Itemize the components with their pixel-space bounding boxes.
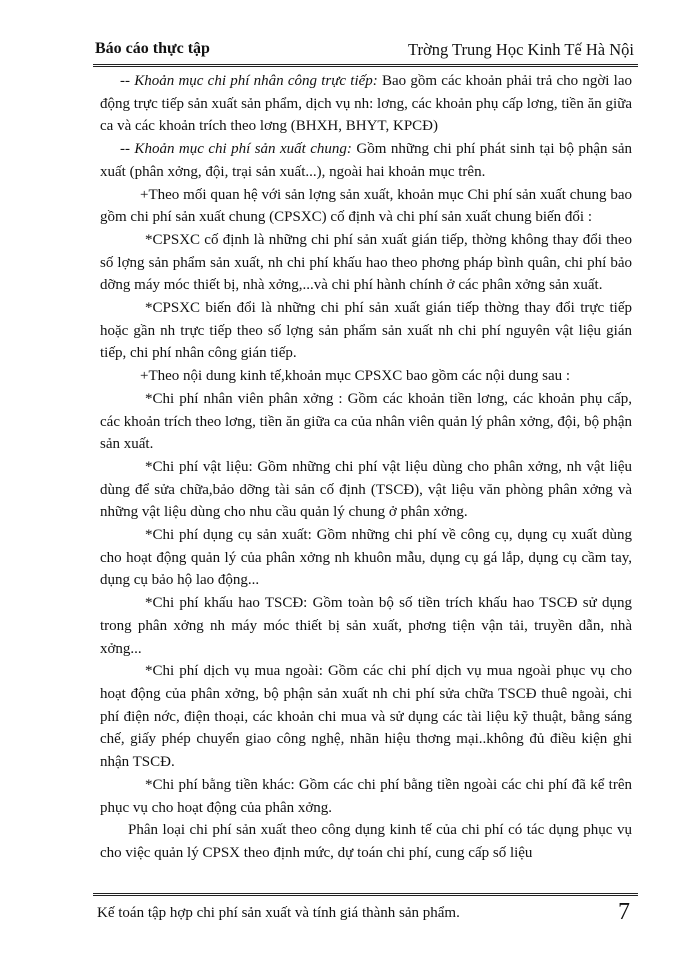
paragraph-direct-labor <box>100 70 632 138</box>
paragraph: *CPSXC cố định là những chi phí sản xuất gián tiếp, thờng không thay đổi theo số lợng sản phẩm sản xuất, nh chi phí khấu hao theo phơng pháp bình quân, chi phí bảo dỡng máy móc thiết bị, nhà xởng,...và chi phí hành chính ở các phân xởng sản xuất. <box>100 231 632 294</box>
header-report-title: Báo cáo thực tập <box>95 40 210 57</box>
page-header <box>93 38 638 67</box>
page-footer <box>93 893 638 940</box>
paragraph: *Chi phí nhân viên phân xởng : Gồm các khoản tiền lơng, các khoản phụ cấp, các khoản trích theo lơng, tiền ăn giữa ca của nhân viên quản lý phân xởng, đội, bộ phận sản xuất. <box>100 390 632 453</box>
paragraph: *Chi phí dịch vụ mua ngoài: Gồm các chi phí dịch vụ mua ngoài phục vụ cho hoạt động của phân xởng, bộ phận sản xuất nh chi phí sửa chữa TSCĐ thuê ngoài, chi phí điện nớc, điện thoại, các khoản chi mua và sử dụng các tài liệu kỹ thuật, bằng sáng chế, giấy phép chuyển giao công nghệ, nhãn hiệu thơng mại..không đủ điều kiện ghi nhận TSCĐ. <box>100 663 632 771</box>
paragraph: *Chi phí bằng tiền khác: Gồm các chi phí bằng tiền ngoài các chi phí đã kể trên phục vụ cho hoạt động của phân xởng. <box>100 776 632 816</box>
header-school-name: Trờng Trung Học Kinh Tế Hà Nội <box>408 40 634 59</box>
paragraph-lead: -- Khoản mục chi phí sản xuất chung: <box>120 141 352 158</box>
paragraph: *Chi phí dụng cụ sản xuất: Gồm những chi phí về công cụ, dụng cụ xuất dùng cho hoạt động quản lý của phân xởng nh khuôn mẫu, dụng cụ gá lắp, dụng cụ cầm tay, dụng cụ bảo hộ lao động... <box>100 527 632 589</box>
paragraph-lead: -- Khoản mục chi phí nhân công trực tiếp: <box>120 73 378 89</box>
paragraph-text: Gồm những chi phí phát sinh tại bộ phận sản xuất (phân xởng, đội, trại sản xuất...), ngoài hai khoản mục trên. <box>100 141 632 180</box>
footer-title: Kế toán tập hợp chi phí sản xuất và tính giá thành sản phẩm. <box>97 905 460 921</box>
paragraph-general-production <box>100 138 632 183</box>
document-body <box>100 70 632 865</box>
paragraph: +Theo mối quan hệ với sản lợng sản xuất, khoản mục Chi phí sản xuất chung bao gồm chi phí sản xuất chung (CPSXC) cố định và chi phí sản xuất chung biến đổi : <box>100 186 632 226</box>
paragraph: Phân loại chi phí sản xuất theo công dụng kinh tế của chi phí có tác dụng phục vụ cho việc quản lý CPSX theo định mức, dự toán chi phí, cung cấp số liệu <box>100 822 632 861</box>
paragraph: *CPSXC biến đổi là những chi phí sản xuất gián tiếp thờng thay đổi trực tiếp hoặc gần nh trực tiếp theo số lợng sản phẩm sản xuất nh chi phí nguyên vật liệu gián tiếp, chi phí nhân công gián tiếp. <box>100 300 632 362</box>
paragraph: *Chi phí vật liệu: Gồm những chi phí vật liệu dùng cho phân xởng, nh vật liệu dùng để sửa chữa,bảo dỡng tài sản cố định (TSCĐ), vật liệu văn phòng phân xởng và những vật liệu dùng cho nhu cầu quản lý chung ở phân xởng. <box>100 458 632 521</box>
paragraph: +Theo nội dung kinh tế,khoản mục CPSXC bao gồm các nội dung sau : <box>140 368 571 385</box>
paragraph-text: Bao gồm các khoản phải trả cho ngời lao động trực tiếp sản xuất sản phẩm, dịch vụ nh: lơng, các khoản phụ cấp lơng, tiền ăn giữa ca và các khoản trích theo lơng (BHXH, BHYT, KPCĐ) <box>100 73 632 135</box>
paragraph: *Chi phí khấu hao TSCĐ: Gồm toàn bộ số tiền trích khấu hao TSCĐ sử dụng trong phân xởng nh máy móc thiết bị sản xuất, phơng tiện vận tải, truyền dẫn, nhà xởng... <box>100 595 632 657</box>
page-number: 7 <box>618 899 630 925</box>
